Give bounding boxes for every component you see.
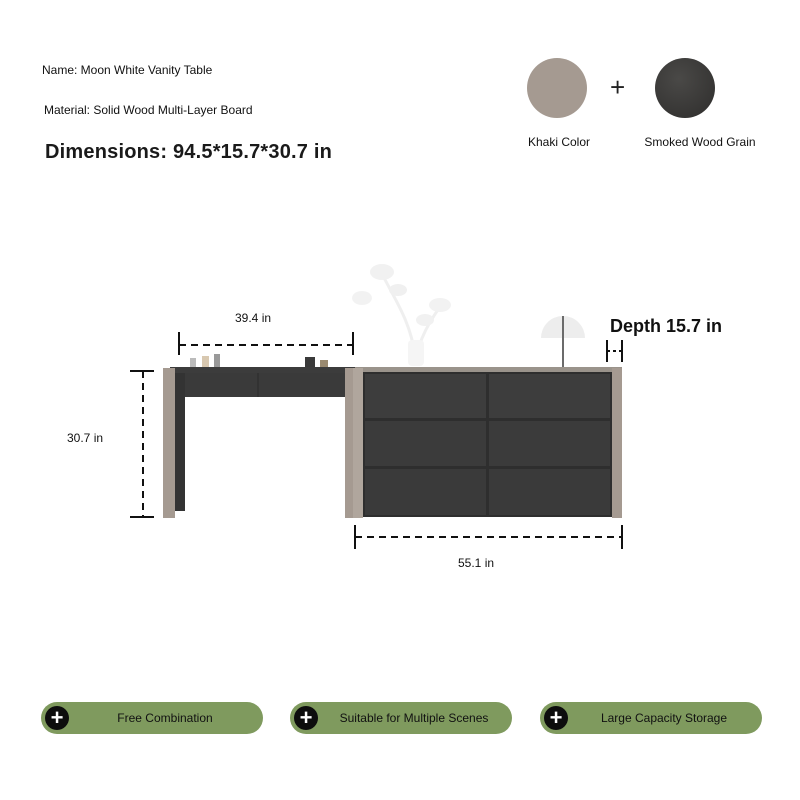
plus-separator: + <box>610 72 626 102</box>
dresser-cabinet <box>345 367 622 518</box>
product-dimensions: Dimensions: 94.5*15.7*30.7 in <box>45 141 333 163</box>
depth-dimension <box>607 340 622 362</box>
desk <box>163 367 355 518</box>
lamp-decoration <box>541 316 585 368</box>
product-name: Name: Moon White Vanity Table <box>42 63 213 77</box>
feature-large-capacity-storage <box>540 702 762 734</box>
plus-icon: + <box>294 706 318 730</box>
feature-free-combination <box>41 702 263 734</box>
cabinet-width-dimension <box>355 525 622 549</box>
smoked-wood-grain-label: Smoked Wood Grain <box>644 135 756 149</box>
desk-width-label: 39.4 in <box>235 311 272 325</box>
plus-icon: + <box>544 706 568 730</box>
feature-multiple-scenes <box>290 702 512 734</box>
height-label: 30.7 in <box>67 431 104 445</box>
khaki-color-label: Khaki Color <box>527 135 591 149</box>
feature-label: Large Capacity Storage <box>600 711 728 725</box>
plant-decoration <box>352 264 451 366</box>
feature-label: Free Combination <box>117 711 213 725</box>
cabinet-width-label: 55.1 in <box>458 556 495 570</box>
height-dimension <box>130 371 154 517</box>
depth-label: Depth 15.7 in <box>610 316 723 336</box>
product-material: Material: Solid Wood Multi-Layer Board <box>44 103 253 117</box>
desk-width-dimension <box>179 332 353 355</box>
plus-icon: + <box>45 706 69 730</box>
feature-label: Suitable for Multiple Scenes <box>339 711 489 725</box>
desk-items <box>190 354 328 368</box>
